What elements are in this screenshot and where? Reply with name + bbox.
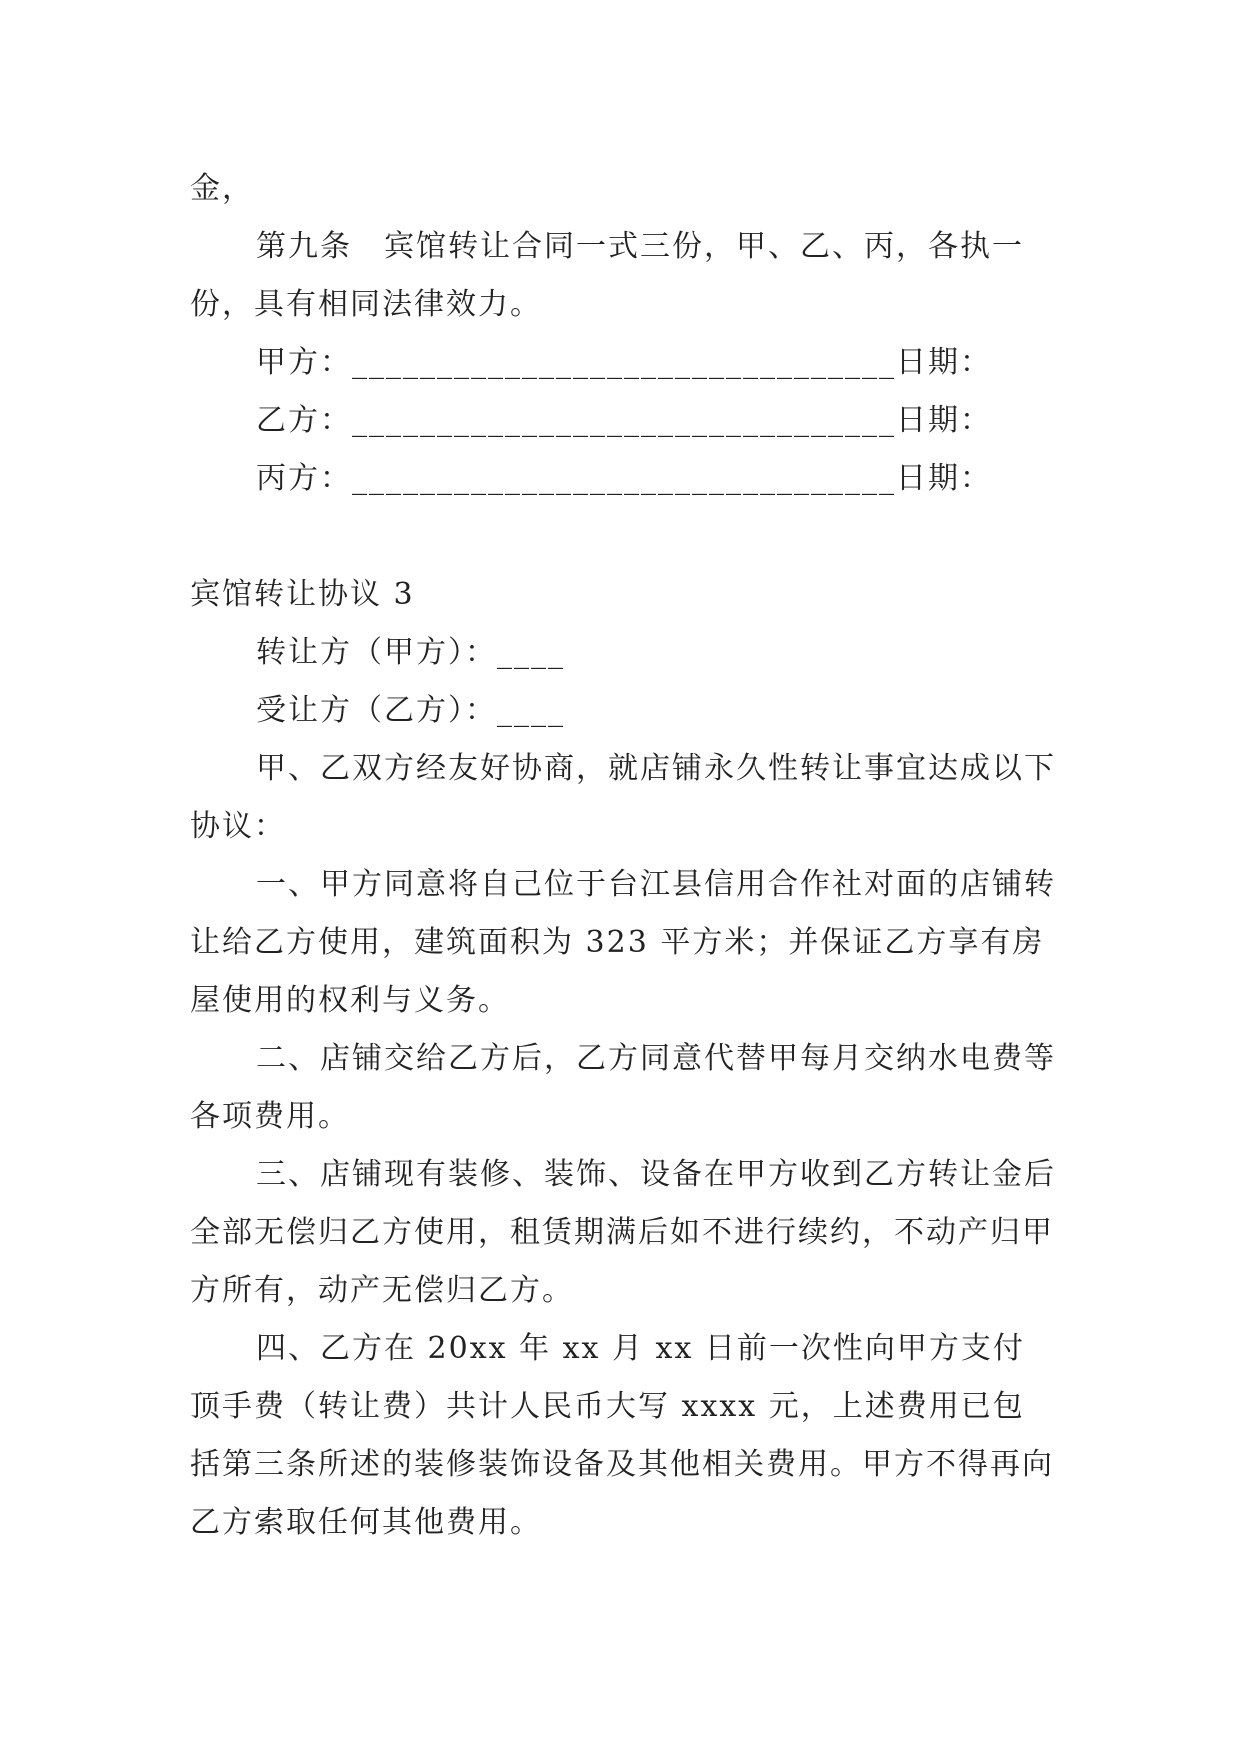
carry-over-text: 金， [190,171,254,206]
agreement-title: 宾馆转让协议 3 [190,577,415,612]
transferor-line: 转让方（甲方）：____ [256,635,565,670]
intro-paragraph: 甲、乙双方经友好协商，就店铺永久性转让事宜达成以下协议： [190,751,1056,844]
transferee-line: 受让方（乙方）：____ [256,693,565,728]
signature-line-party-a: 甲方：________________________________日期： [256,345,992,380]
article-nine: 第九条 宾馆转让合同一式三份，甲、乙、丙，各执一份，具有相同法律效力。 [190,229,1024,322]
clause-three: 三、店铺现有装修、装饰、设备在甲方收到乙方转让金后全部无偿归乙方使用，租赁期满后如不进行续约，不动产归甲方所有，动产无偿归乙方。 [190,1157,1056,1308]
clause-one: 一、甲方同意将自己位于台江县信用合作社对面的店铺转让给乙方使用，建筑面积为 323 平方米；并保证乙方享有房屋使用的权利与义务。 [190,867,1056,1018]
signature-line-party-c: 丙方：________________________________日期： [256,461,992,496]
clause-four: 四、乙方在 20xx 年 xx 月 xx 日前一次性向甲方支付顶手费（转让费）共计人民币大写 xxxx 元，上述费用已包括第三条所述的装修装饰设备及其他相关费用。甲方不得再向乙方索取任何其他费用。 [190,1331,1054,1540]
section-gap [190,508,1056,566]
document-body [190,160,1056,1552]
clause-two: 二、店铺交给乙方后，乙方同意代替甲每月交纳水电费等各项费用。 [190,1041,1056,1134]
signature-line-party-b: 乙方：________________________________日期： [256,403,992,438]
